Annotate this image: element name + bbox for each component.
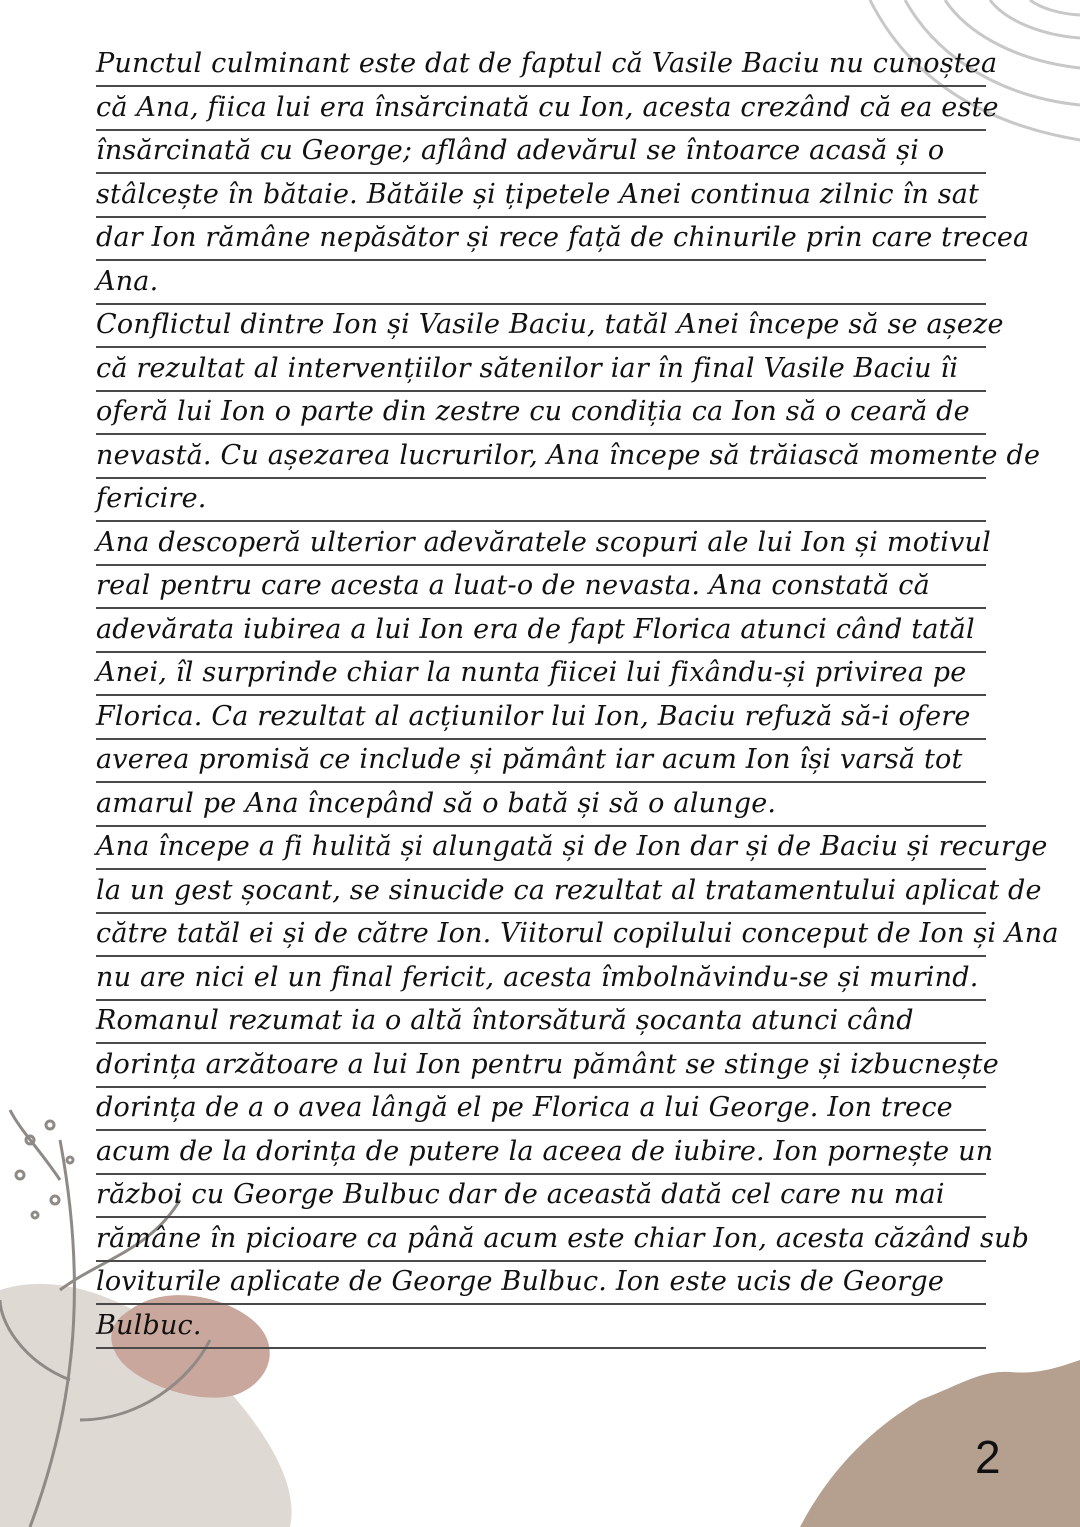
text-line: dorința de a o avea lângă el pe Florica a lui George. Ion trece — [96, 1092, 953, 1123]
rule-line — [96, 259, 986, 261]
rule-line — [96, 781, 986, 783]
text-line: amarul pe Ana începând să o bată și să o alunge. — [96, 787, 777, 819]
rule-line — [96, 1173, 986, 1175]
text-line: Bulbuc. — [96, 1309, 202, 1341]
text-line: Romanul rezumat ia o altă întorsătură șocanta atunci când — [96, 1005, 914, 1036]
rule-line — [96, 868, 986, 870]
rule-line — [96, 607, 986, 609]
text-line: că rezultat al intervențiilor sătenilor iar în final Vasile Baciu îi — [96, 352, 959, 384]
rule-line — [96, 1129, 986, 1131]
text-line: Ana descoperă ulterior adevăratele scopuri ale lui Ion și motivul — [96, 526, 991, 558]
rule-line — [96, 1086, 986, 1088]
text-line: stâlcește în bătaie. Bătăile și țipetele Anei continua zilnic în sat — [96, 178, 980, 210]
rule-line — [96, 912, 986, 914]
text-line: rămâne în picioare ca până acum este chiar Ion, acesta căzând sub — [96, 1222, 1030, 1254]
rule-line — [96, 172, 986, 174]
rule-line — [96, 955, 986, 957]
rule-line — [96, 520, 986, 522]
text-line: că Ana, fiica lui era însărcinată cu Ion, acesta crezând că ea este — [96, 91, 999, 123]
text-line: însărcinată cu George; aflând adevărul se întoarce acasă și o — [96, 135, 945, 166]
text-line: adevărata iubirea a lui Ion era de fapt Florica atunci când tatăl — [96, 613, 975, 645]
rule-line — [96, 564, 986, 566]
text-line: averea promisă ce include și pământ iar acum Ion își varsă tot — [96, 744, 963, 775]
text-line: real pentru care acesta a luat-o de nevasta. Ana constată că — [96, 570, 930, 601]
rule-line — [96, 1042, 986, 1044]
rule-line — [96, 216, 986, 218]
text-line: nevastă. Cu așezarea lucrurilor, Ana începe să trăiască momente de — [96, 439, 1041, 471]
ruled-text-area — [96, 30, 1059, 1350]
rule-line — [96, 738, 986, 740]
rule-line — [96, 477, 986, 479]
text-line: Florica. Ca rezultat al acțiunilor lui Ion, Baciu refuză să-i ofere — [96, 700, 971, 732]
rule-line — [96, 825, 986, 827]
rule-line — [96, 433, 986, 435]
page-number: 2 — [975, 1431, 1001, 1483]
text-line: război cu George Bulbuc dar de această dată cel care nu mai — [96, 1179, 945, 1210]
rule-line — [96, 1303, 986, 1305]
rule-line — [96, 694, 986, 696]
text-line: Anei, îl surprinde chiar la nunta fiicei lui fixându-și privirea pe — [96, 657, 967, 688]
text-line: Conflictul dintre Ion și Vasile Baciu, tatăl Anei începe să se așeze — [96, 309, 1004, 340]
text-line: dorința arzătoare a lui Ion pentru pământ se stinge și izbucnește — [96, 1048, 999, 1080]
text-line: acum de la dorința de putere la aceea de iubire. Ion pornește un — [96, 1135, 994, 1167]
rule-line — [96, 651, 986, 653]
rule-line — [96, 390, 986, 392]
text-line: nu are nici el un final fericit, acesta îmbolnăvindu-se și murind. — [96, 961, 979, 993]
rule-line — [96, 999, 986, 1001]
tan-blob — [800, 1360, 1080, 1527]
text-line: Punctul culminant este dat de faptul că Vasile Baciu nu cunoștea — [96, 48, 998, 79]
rule-line — [96, 1216, 986, 1218]
rule-line — [96, 346, 986, 348]
text-line: către tatăl ei și de către Ion. Viitorul copilului conceput de Ion și Ana — [96, 918, 1059, 949]
text-line: Ana. — [96, 265, 159, 297]
rule-line — [96, 85, 986, 87]
text-line: dar Ion rămâne nepăsător și rece față de chinurile prin care trecea — [96, 222, 1030, 253]
text-line: loviturile aplicate de George Bulbuc. Ion este ucis de George — [96, 1266, 945, 1297]
text-line: oferă lui Ion o parte din zestre cu condiția ca Ion să o ceară de — [96, 396, 970, 427]
text-line: Ana începe a fi hulită și alungată și de Ion dar și de Baciu și recurge — [96, 831, 1048, 862]
text-line: fericire. — [96, 483, 207, 514]
rule-line — [96, 129, 986, 131]
text-line: la un gest șocant, se sinucide ca rezultat al tratamentului aplicat de — [96, 874, 1042, 906]
rule-line — [96, 303, 986, 305]
rule-line — [96, 1260, 986, 1262]
rule-line — [96, 1347, 986, 1349]
